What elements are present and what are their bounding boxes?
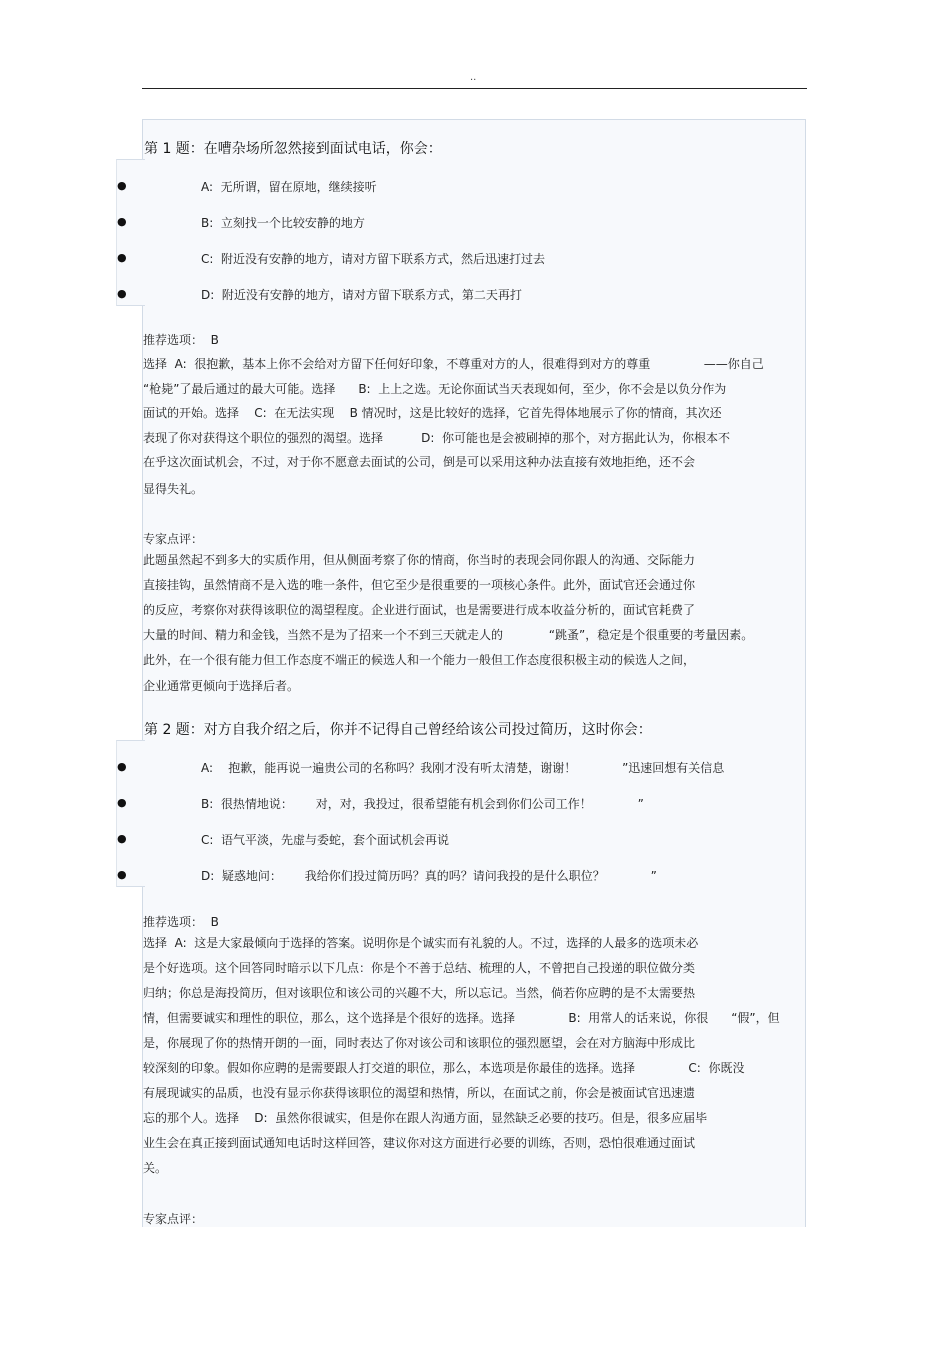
bullet-icon: ● bbox=[117, 215, 127, 228]
q1-expert-line: 此题虽然起不到多大的实质作用，但从侧面考察了你的情商，你当时的表现会同你跟人的沟通、交际能力 bbox=[143, 553, 696, 567]
q1-analysis-line: 表现了你对获得这个职位的强烈的渴望。选择 D: 你可能也是会被刷掉的那个，对方据此认为，你根本不 bbox=[143, 431, 731, 445]
q1-option-a: A: 无所谓，留在原地，继续接听 bbox=[201, 180, 377, 194]
q1-expert-line: 企业通常更倾向于选择后者。 bbox=[143, 679, 300, 693]
q2-analysis-line: 选择 A: 这是大家最倾向于选择的答案。说明你是个诚实而有礼貌的人。不过，选择的人最多的选项未必 bbox=[143, 936, 699, 950]
question-2-title: 第 2 题：对方自我介绍之后，你并不记得自己曾经给该公司投过简历，这时你会： bbox=[144, 722, 652, 738]
q1-expert-line: 此外，在一个很有能力但工作态度不端正的候选人和一个能力一般但工作态度很积极主动的候选人之间， bbox=[143, 653, 696, 667]
q2-recommend: 推荐选项： B bbox=[143, 915, 219, 929]
q1-option-d: D: 附近没有安静的地方，请对方留下联系方式，第二天再打 bbox=[201, 288, 522, 302]
q1-expert-line: 的反应，考察你对获得该职位的渴望程度。企业进行面试，也是需要进行成本收益分析的，面试官耗费了 bbox=[143, 603, 696, 617]
q1-expert-line: 直接挂钩，虽然情商不是入选的唯一条件，但它至少是很重要的一项核心条件。此外，面试官还会通过你 bbox=[143, 578, 696, 592]
header-rule bbox=[142, 88, 807, 89]
q1-option-c: C: 附近没有安静的地方，请对方留下联系方式，然后迅速打过去 bbox=[201, 252, 546, 266]
q2-analysis-line: 较深刻的印象。假如你应聘的是需要跟人打交道的职位，那么，本选项是你最佳的选择。选择 C: 你既没 bbox=[143, 1061, 745, 1075]
q2-analysis-line: 业生会在真正接到面试通知电话时这样回答，建议你对这方面进行必要的训练，否则，恐怕很难通过面试 bbox=[143, 1136, 696, 1150]
bullet-icon: ● bbox=[117, 251, 127, 264]
q1-analysis-line: 在乎这次面试机会，不过，对于你不愿意去面试的公司，倒是可以采用这种办法直接有效地拒绝，还不会 bbox=[143, 455, 696, 469]
q2-analysis-line: 有展现诚实的品质，也没有显示你获得该职位的渴望和热情，所以，在面试之前，你会是被面试官迅速遗 bbox=[143, 1086, 696, 1100]
q1-expert-label: 专家点评： bbox=[143, 532, 204, 546]
q1-analysis-line: 面试的开始。选择 C: 在无法实现 B 情况时，这是比较好的选择，它首先得体地展示了你的情商，其次还 bbox=[143, 406, 722, 420]
bullet-icon: ● bbox=[117, 760, 127, 773]
q2-analysis-line: 情，但需要诚实和理性的职位，那么，这个选择是个很好的选择。选择 B: 用常人的话来说，你很 “假”，但 bbox=[143, 1011, 780, 1025]
bullet-icon: ● bbox=[117, 287, 127, 300]
question-1-title: 第 1 题：在嘈杂场所忽然接到面试电话，你会： bbox=[144, 141, 442, 157]
q1-option-b: B: 立刻找一个比较安静的地方 bbox=[201, 216, 365, 230]
q2-analysis-line: 归纳；你总是海投简历，但对该职位和该公司的兴趣不大，所以忘记。当然，倘若你应聘的是不太需要热 bbox=[143, 986, 696, 1000]
q1-analysis-line: 选择 A: 很抱歉，基本上你不会给对方留下任何好印象，不尊重对方的人，很难得到对方的尊重 ——你自己 bbox=[143, 357, 764, 371]
header-mark: .. bbox=[470, 72, 477, 83]
q2-analysis-line: 是，你展现了你的热情开朗的一面，同时表达了你对该公司和该职位的强烈愿望，会在对方脑海中形成比 bbox=[143, 1036, 696, 1050]
q2-option-c: C: 语气平淡，先虚与委蛇，套个面试机会再说 bbox=[201, 833, 450, 847]
q2-analysis-line: 忘的那个人。选择 D: 虽然你很诚实，但是你在跟人沟通方面，显然缺乏必要的技巧。但是，很多应届毕 bbox=[143, 1111, 708, 1125]
bullet-icon: ● bbox=[117, 868, 127, 881]
q2-option-a: A: 抱歉，能再说一遍贵公司的名称吗？我刚才没有听太清楚，谢谢！ ”迅速回想有关信息 bbox=[201, 761, 725, 775]
q1-analysis-line: “枪毙”了最后通过的最大可能。选择 B: 上上之选。无论你面试当天表现如何，至少，你不会是以负分作为 bbox=[143, 382, 727, 396]
q2-expert-label: 专家点评： bbox=[143, 1212, 204, 1226]
bullet-icon: ● bbox=[117, 796, 127, 809]
q2-analysis-line: 关。 bbox=[143, 1161, 168, 1175]
q1-analysis-line: 显得失礼。 bbox=[143, 482, 204, 496]
q2-option-d: D: 疑惑地问： 我给你们投过简历吗？真的吗？请问我投的是什么职位？ ” bbox=[201, 869, 657, 883]
q1-recommend: 推荐选项： B bbox=[143, 333, 219, 347]
q2-analysis-line: 是个好选项。这个回答同时暗示以下几点：你是个不善于总结、梳理的人，不曾把自己投递的职位做分类 bbox=[143, 961, 696, 975]
bullet-icon: ● bbox=[117, 179, 127, 192]
q1-expert-line: 大量的时间、精力和金钱，当然不是为了招来一个不到三天就走人的 “跳蚤”，稳定是个很重要的考量因素。 bbox=[143, 628, 754, 642]
q2-option-b: B: 很热情地说： 对，对，我投过，很希望能有机会到你们公司工作！ ” bbox=[201, 797, 644, 811]
bullet-icon: ● bbox=[117, 832, 127, 845]
